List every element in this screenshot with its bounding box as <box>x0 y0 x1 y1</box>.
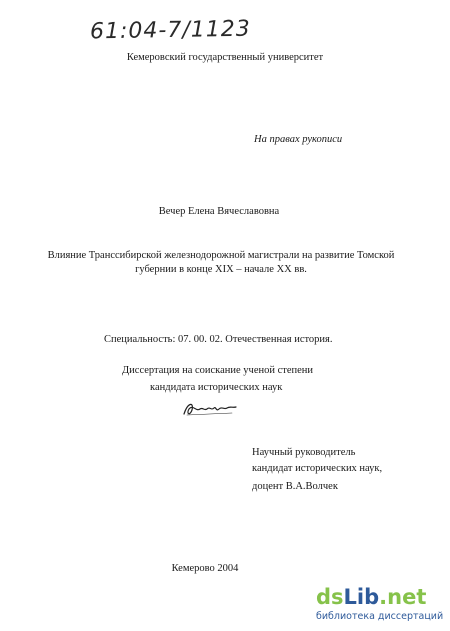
university-name: Кемеровский государственный университет <box>126 52 324 63</box>
city-year: Кемерово 2004 <box>171 563 239 574</box>
supervisor-name: доцент В.А.Волчек <box>252 481 338 492</box>
watermark-subtitle: библиотека диссертаций <box>316 611 444 622</box>
handwritten-signature <box>180 398 240 420</box>
dissertation-line-1: Диссертация на соискание ученой степени <box>122 365 314 376</box>
supervisor-degree: кандидат исторических наук, <box>252 463 383 474</box>
author-name: Вечер Елена Вячеславовна <box>158 206 280 217</box>
title-line-2: губернии в конце XIX – начале XX вв. <box>135 264 307 275</box>
rights-note: На правах рукописи <box>254 134 343 145</box>
dissertation-line-2: кандидата исторических наук <box>150 382 283 393</box>
dslib-logo: dsLib.net <box>316 585 427 609</box>
specialty: Специальность: 07. 00. 02. Отечественная история. <box>104 334 333 345</box>
dslib-watermark[interactable] <box>316 583 444 627</box>
handwritten-catalog-code: 61:04-7/1123 <box>89 16 251 45</box>
supervisor-role: Научный руководитель <box>252 447 356 458</box>
title-line-1: Влияние Транссибирской железнодорожной магистрали на развитие Томской <box>47 250 395 261</box>
